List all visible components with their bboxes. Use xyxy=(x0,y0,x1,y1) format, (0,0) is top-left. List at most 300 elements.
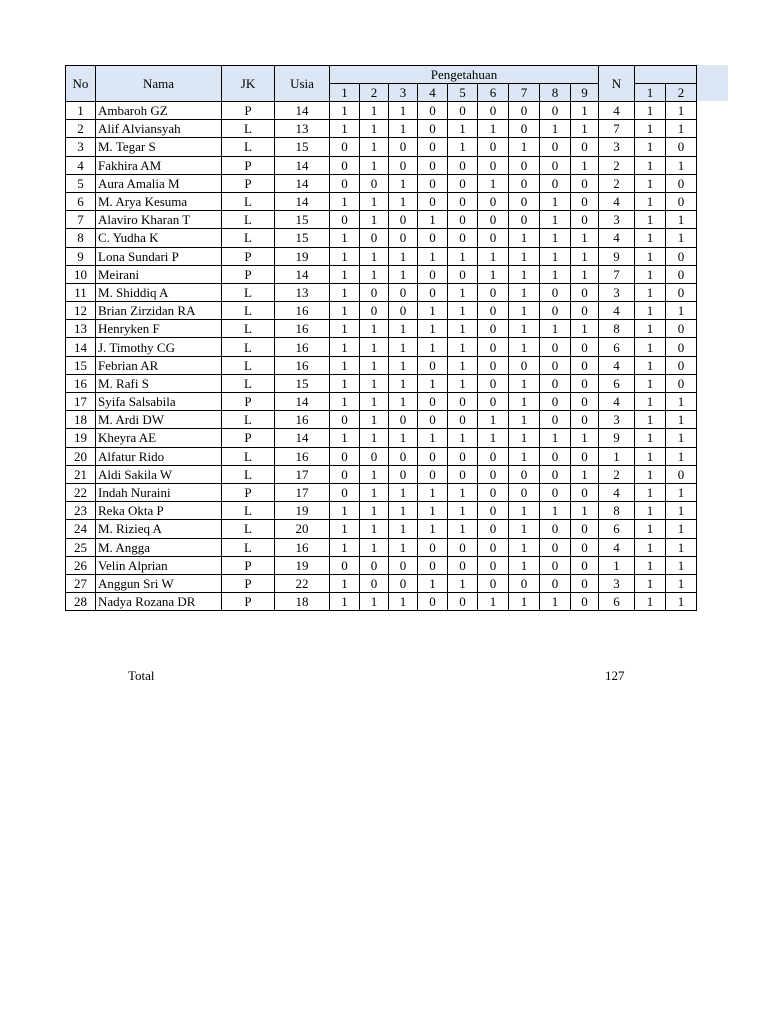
cell-item-4: 1 xyxy=(418,429,448,447)
header-item-1: 1 xyxy=(330,84,360,102)
cell-extra-1: 1 xyxy=(635,556,666,574)
cell-item-2: 1 xyxy=(360,502,389,520)
cell-item-6: 0 xyxy=(478,211,509,229)
cell-item-1: 1 xyxy=(330,374,360,392)
cell-item-3: 1 xyxy=(389,192,418,210)
cell-item-3: 0 xyxy=(389,411,418,429)
cell-jk: P xyxy=(222,247,275,265)
cell-extra-1: 1 xyxy=(635,156,666,174)
cell-no: 22 xyxy=(66,483,96,501)
cell-no: 11 xyxy=(66,283,96,301)
cell-item-4: 1 xyxy=(418,320,448,338)
cell-item-9: 0 xyxy=(571,447,599,465)
cell-extra-1: 1 xyxy=(635,411,666,429)
cell-item-3: 0 xyxy=(389,556,418,574)
cell-nama: Nadya Rozana DR xyxy=(96,593,222,611)
cell-item-2: 1 xyxy=(360,320,389,338)
cell-item-2: 1 xyxy=(360,138,389,156)
cell-item-5: 1 xyxy=(448,120,478,138)
cell-item-5: 0 xyxy=(448,465,478,483)
cell-item-7: 0 xyxy=(509,465,540,483)
cell-item-3: 1 xyxy=(389,483,418,501)
header-extra-1: 1 xyxy=(635,84,666,102)
cell-item-1: 1 xyxy=(330,265,360,283)
cell-n: 3 xyxy=(599,138,635,156)
cell-item-9: 0 xyxy=(571,483,599,501)
cell-item-9: 0 xyxy=(571,338,599,356)
cell-nama: Velin Alprian xyxy=(96,556,222,574)
cell-item-6: 0 xyxy=(478,465,509,483)
cell-no: 23 xyxy=(66,502,96,520)
cell-item-4: 1 xyxy=(418,483,448,501)
cell-item-5: 1 xyxy=(448,374,478,392)
cell-extra-2: 1 xyxy=(666,229,697,247)
cell-item-6: 0 xyxy=(478,374,509,392)
cell-item-1: 0 xyxy=(330,211,360,229)
cell-extra-2: 1 xyxy=(666,393,697,411)
cell-extra-1: 1 xyxy=(635,393,666,411)
table-row xyxy=(66,229,697,247)
cell-jk: L xyxy=(222,192,275,210)
cell-item-4: 0 xyxy=(418,174,448,192)
cell-extra-1: 1 xyxy=(635,574,666,592)
cell-extra-1: 1 xyxy=(635,320,666,338)
cell-nama: Ambaroh GZ xyxy=(96,102,222,120)
cell-item-9: 0 xyxy=(571,374,599,392)
cell-item-8: 0 xyxy=(540,283,571,301)
table-row xyxy=(66,520,697,538)
cell-item-2: 1 xyxy=(360,265,389,283)
cell-nama: Alaviro Kharan T xyxy=(96,211,222,229)
cell-item-2: 1 xyxy=(360,374,389,392)
cell-item-1: 1 xyxy=(330,520,360,538)
table-row xyxy=(66,374,697,392)
cell-item-3: 1 xyxy=(389,102,418,120)
cell-item-3: 1 xyxy=(389,593,418,611)
cell-extra-2: 1 xyxy=(666,520,697,538)
cell-item-1: 0 xyxy=(330,138,360,156)
cell-usia: 14 xyxy=(275,429,330,447)
cell-item-8: 0 xyxy=(540,538,571,556)
cell-item-9: 0 xyxy=(571,283,599,301)
cell-no: 7 xyxy=(66,211,96,229)
header-no: No xyxy=(66,66,96,102)
cell-item-7: 1 xyxy=(509,229,540,247)
cell-item-1: 1 xyxy=(330,338,360,356)
cell-item-2: 0 xyxy=(360,574,389,592)
cell-extra-1: 1 xyxy=(635,283,666,301)
cell-nama: Fakhira AM xyxy=(96,156,222,174)
cell-item-3: 0 xyxy=(389,283,418,301)
cell-no: 26 xyxy=(66,556,96,574)
cell-item-2: 1 xyxy=(360,538,389,556)
cell-nama: M. Tegar S xyxy=(96,138,222,156)
cell-n: 3 xyxy=(599,574,635,592)
table-row xyxy=(66,247,697,265)
cell-item-9: 0 xyxy=(571,356,599,374)
cell-item-6: 0 xyxy=(478,283,509,301)
cell-item-2: 0 xyxy=(360,174,389,192)
cell-item-5: 1 xyxy=(448,247,478,265)
cell-item-5: 0 xyxy=(448,393,478,411)
cell-item-6: 0 xyxy=(478,393,509,411)
cell-item-7: 0 xyxy=(509,156,540,174)
cell-item-9: 1 xyxy=(571,247,599,265)
cell-n: 6 xyxy=(599,593,635,611)
cell-item-3: 0 xyxy=(389,465,418,483)
cell-item-3: 1 xyxy=(389,120,418,138)
cell-item-1: 0 xyxy=(330,556,360,574)
cell-usia: 19 xyxy=(275,556,330,574)
cell-item-2: 0 xyxy=(360,229,389,247)
table-row xyxy=(66,283,697,301)
cell-item-1: 1 xyxy=(330,502,360,520)
cell-item-2: 1 xyxy=(360,393,389,411)
header-extra-group xyxy=(635,66,697,84)
cell-extra-2: 1 xyxy=(666,102,697,120)
cell-item-3: 1 xyxy=(389,338,418,356)
cell-item-6: 1 xyxy=(478,411,509,429)
cell-item-7: 1 xyxy=(509,265,540,283)
cell-extra-1: 1 xyxy=(635,338,666,356)
cell-no: 18 xyxy=(66,411,96,429)
cell-item-1: 0 xyxy=(330,411,360,429)
cell-jk: P xyxy=(222,393,275,411)
cell-item-5: 0 xyxy=(448,538,478,556)
cell-no: 21 xyxy=(66,465,96,483)
cell-usia: 15 xyxy=(275,211,330,229)
cell-item-1: 1 xyxy=(330,429,360,447)
cell-item-1: 1 xyxy=(330,574,360,592)
cell-item-5: 0 xyxy=(448,265,478,283)
cell-item-5: 0 xyxy=(448,156,478,174)
cell-extra-2: 1 xyxy=(666,502,697,520)
cell-no: 19 xyxy=(66,429,96,447)
cell-jk: P xyxy=(222,174,275,192)
cell-extra-1: 1 xyxy=(635,120,666,138)
cell-item-8: 0 xyxy=(540,174,571,192)
cell-nama: Meirani xyxy=(96,265,222,283)
cell-n: 8 xyxy=(599,502,635,520)
cell-nama: Henryken F xyxy=(96,320,222,338)
cell-item-2: 1 xyxy=(360,356,389,374)
cell-item-4: 0 xyxy=(418,556,448,574)
cell-nama: Indah Nuraini xyxy=(96,483,222,501)
cell-item-1: 1 xyxy=(330,593,360,611)
cell-extra-2: 0 xyxy=(666,174,697,192)
table-row xyxy=(66,211,697,229)
header-nama: Nama xyxy=(96,66,222,102)
cell-n: 4 xyxy=(599,229,635,247)
cell-item-6: 1 xyxy=(478,247,509,265)
table-row xyxy=(66,174,697,192)
cell-item-8: 0 xyxy=(540,374,571,392)
cell-item-2: 1 xyxy=(360,120,389,138)
cell-nama: Aldi Sakila W xyxy=(96,465,222,483)
cell-item-5: 0 xyxy=(448,211,478,229)
cell-nama: Anggun Sri W xyxy=(96,574,222,592)
cell-usia: 18 xyxy=(275,593,330,611)
cell-item-2: 0 xyxy=(360,302,389,320)
cell-item-5: 1 xyxy=(448,502,478,520)
cell-no: 4 xyxy=(66,156,96,174)
cell-jk: L xyxy=(222,302,275,320)
cell-item-8: 0 xyxy=(540,338,571,356)
cell-item-7: 1 xyxy=(509,247,540,265)
cell-item-6: 0 xyxy=(478,138,509,156)
cell-item-8: 0 xyxy=(540,574,571,592)
cell-item-6: 0 xyxy=(478,302,509,320)
cell-nama: Reka Okta P xyxy=(96,502,222,520)
cell-nama: M. Angga xyxy=(96,538,222,556)
table-row xyxy=(66,192,697,210)
cell-item-3: 1 xyxy=(389,429,418,447)
cell-item-4: 0 xyxy=(418,465,448,483)
cell-item-5: 1 xyxy=(448,338,478,356)
cell-jk: L xyxy=(222,538,275,556)
cell-item-8: 0 xyxy=(540,156,571,174)
table-row xyxy=(66,102,697,120)
header-item-5: 5 xyxy=(448,84,478,102)
cell-usia: 15 xyxy=(275,229,330,247)
cell-item-7: 1 xyxy=(509,538,540,556)
cell-item-1: 0 xyxy=(330,447,360,465)
cell-extra-1: 1 xyxy=(635,174,666,192)
cell-item-5: 0 xyxy=(448,192,478,210)
cell-item-6: 0 xyxy=(478,156,509,174)
cell-usia: 14 xyxy=(275,393,330,411)
cell-extra-2: 0 xyxy=(666,338,697,356)
cell-n: 1 xyxy=(599,447,635,465)
cell-no: 10 xyxy=(66,265,96,283)
cell-item-4: 0 xyxy=(418,102,448,120)
cell-n: 4 xyxy=(599,483,635,501)
cell-nama: Alif Alviansyah xyxy=(96,120,222,138)
cell-extra-1: 1 xyxy=(635,447,666,465)
cell-item-7: 1 xyxy=(509,138,540,156)
cell-item-6: 0 xyxy=(478,320,509,338)
cell-item-5: 1 xyxy=(448,483,478,501)
cell-item-5: 0 xyxy=(448,447,478,465)
cell-item-9: 0 xyxy=(571,302,599,320)
cell-usia: 14 xyxy=(275,156,330,174)
cell-jk: P xyxy=(222,593,275,611)
cell-item-7: 0 xyxy=(509,192,540,210)
cell-item-6: 1 xyxy=(478,265,509,283)
cell-item-9: 0 xyxy=(571,520,599,538)
cell-item-6: 0 xyxy=(478,447,509,465)
cell-no: 16 xyxy=(66,374,96,392)
cell-item-3: 1 xyxy=(389,174,418,192)
cell-item-7: 1 xyxy=(509,411,540,429)
cell-item-6: 0 xyxy=(478,483,509,501)
cell-item-8: 0 xyxy=(540,483,571,501)
cell-item-1: 1 xyxy=(330,247,360,265)
cell-item-7: 1 xyxy=(509,429,540,447)
cell-extra-1: 1 xyxy=(635,374,666,392)
cell-item-7: 1 xyxy=(509,302,540,320)
cell-usia: 17 xyxy=(275,483,330,501)
table-row xyxy=(66,338,697,356)
cell-extra-1: 1 xyxy=(635,538,666,556)
cell-item-6: 1 xyxy=(478,120,509,138)
cell-no: 27 xyxy=(66,574,96,592)
cell-extra-1: 1 xyxy=(635,429,666,447)
cell-extra-1: 1 xyxy=(635,265,666,283)
cell-nama: Lona Sundari P xyxy=(96,247,222,265)
cell-item-4: 1 xyxy=(418,211,448,229)
cell-item-9: 1 xyxy=(571,229,599,247)
cell-no: 1 xyxy=(66,102,96,120)
table-row xyxy=(66,538,697,556)
cell-jk: L xyxy=(222,138,275,156)
cell-item-4: 1 xyxy=(418,574,448,592)
cell-item-7: 0 xyxy=(509,102,540,120)
cell-item-6: 0 xyxy=(478,574,509,592)
cell-item-4: 1 xyxy=(418,338,448,356)
cell-n: 4 xyxy=(599,393,635,411)
cell-n: 3 xyxy=(599,283,635,301)
table-row xyxy=(66,429,697,447)
cell-no: 2 xyxy=(66,120,96,138)
cell-extra-2: 0 xyxy=(666,320,697,338)
cell-usia: 13 xyxy=(275,283,330,301)
table-row xyxy=(66,138,697,156)
cell-extra-1: 1 xyxy=(635,138,666,156)
cell-jk: L xyxy=(222,320,275,338)
cell-extra-2: 1 xyxy=(666,211,697,229)
cell-item-6: 0 xyxy=(478,229,509,247)
cell-item-4: 0 xyxy=(418,356,448,374)
cell-item-1: 1 xyxy=(330,283,360,301)
cell-item-8: 0 xyxy=(540,447,571,465)
cell-item-9: 0 xyxy=(571,174,599,192)
header-item-4: 4 xyxy=(418,84,448,102)
cell-item-3: 1 xyxy=(389,247,418,265)
cell-item-1: 1 xyxy=(330,102,360,120)
cell-no: 8 xyxy=(66,229,96,247)
cell-extra-2: 1 xyxy=(666,556,697,574)
header-item-3: 3 xyxy=(389,84,418,102)
cell-n: 9 xyxy=(599,429,635,447)
data-table xyxy=(65,65,697,611)
cell-no: 28 xyxy=(66,593,96,611)
cell-nama: M. Rizieq A xyxy=(96,520,222,538)
cell-item-8: 0 xyxy=(540,302,571,320)
total-label: Total xyxy=(128,668,155,683)
cell-item-2: 0 xyxy=(360,283,389,301)
cell-extra-1: 1 xyxy=(635,502,666,520)
cell-usia: 16 xyxy=(275,302,330,320)
cell-jk: L xyxy=(222,283,275,301)
cell-item-4: 0 xyxy=(418,411,448,429)
cell-item-1: 0 xyxy=(330,483,360,501)
cell-item-9: 0 xyxy=(571,192,599,210)
cell-item-2: 1 xyxy=(360,192,389,210)
cell-item-6: 0 xyxy=(478,192,509,210)
cell-extra-1: 1 xyxy=(635,247,666,265)
cell-usia: 16 xyxy=(275,411,330,429)
cell-usia: 16 xyxy=(275,447,330,465)
cell-item-7: 1 xyxy=(509,338,540,356)
header-extra-2: 2 xyxy=(666,84,697,102)
cell-n: 2 xyxy=(599,465,635,483)
cell-jk: L xyxy=(222,411,275,429)
cell-item-4: 1 xyxy=(418,502,448,520)
table-row xyxy=(66,302,697,320)
cell-item-3: 0 xyxy=(389,229,418,247)
cell-extra-2: 1 xyxy=(666,593,697,611)
cell-item-2: 0 xyxy=(360,556,389,574)
cell-item-8: 1 xyxy=(540,593,571,611)
table-row xyxy=(66,556,697,574)
cell-item-6: 0 xyxy=(478,102,509,120)
cell-item-9: 1 xyxy=(571,502,599,520)
cell-extra-1: 1 xyxy=(635,302,666,320)
table-row xyxy=(66,574,697,592)
cell-extra-2: 0 xyxy=(666,192,697,210)
cell-item-8: 1 xyxy=(540,247,571,265)
cell-item-9: 0 xyxy=(571,556,599,574)
cell-item-5: 1 xyxy=(448,356,478,374)
cell-item-6: 1 xyxy=(478,429,509,447)
table-row xyxy=(66,502,697,520)
cell-item-3: 1 xyxy=(389,356,418,374)
cell-item-4: 0 xyxy=(418,120,448,138)
cell-item-2: 1 xyxy=(360,338,389,356)
cell-item-6: 0 xyxy=(478,520,509,538)
cell-item-4: 0 xyxy=(418,265,448,283)
cell-usia: 16 xyxy=(275,538,330,556)
cell-jk: L xyxy=(222,338,275,356)
cell-n: 4 xyxy=(599,356,635,374)
header-pengetahuan: Pengetahuan xyxy=(330,66,599,84)
cell-extra-1: 1 xyxy=(635,465,666,483)
cell-item-9: 0 xyxy=(571,574,599,592)
cell-item-2: 1 xyxy=(360,156,389,174)
cell-extra-2: 1 xyxy=(666,302,697,320)
cell-usia: 14 xyxy=(275,174,330,192)
cell-item-8: 0 xyxy=(540,356,571,374)
cell-item-5: 0 xyxy=(448,102,478,120)
cell-item-4: 0 xyxy=(418,447,448,465)
cell-extra-2: 1 xyxy=(666,156,697,174)
cell-nama: Febrian AR xyxy=(96,356,222,374)
cell-item-4: 0 xyxy=(418,192,448,210)
cell-item-8: 1 xyxy=(540,502,571,520)
cell-jk: P xyxy=(222,265,275,283)
cell-jk: L xyxy=(222,465,275,483)
cell-nama: M. Arya Kesuma xyxy=(96,192,222,210)
cell-nama: M. Rafi S xyxy=(96,374,222,392)
cell-item-1: 1 xyxy=(330,393,360,411)
cell-no: 25 xyxy=(66,538,96,556)
cell-no: 6 xyxy=(66,192,96,210)
cell-extra-2: 0 xyxy=(666,374,697,392)
cell-no: 20 xyxy=(66,447,96,465)
cell-jk: L xyxy=(222,447,275,465)
cell-item-1: 1 xyxy=(330,320,360,338)
cell-item-6: 0 xyxy=(478,338,509,356)
cell-extra-2: 0 xyxy=(666,138,697,156)
cell-item-6: 1 xyxy=(478,593,509,611)
cell-item-2: 1 xyxy=(360,211,389,229)
cell-item-4: 0 xyxy=(418,283,448,301)
cell-n: 4 xyxy=(599,538,635,556)
cell-item-4: 0 xyxy=(418,538,448,556)
cell-extra-1: 1 xyxy=(635,192,666,210)
cell-extra-2: 1 xyxy=(666,574,697,592)
